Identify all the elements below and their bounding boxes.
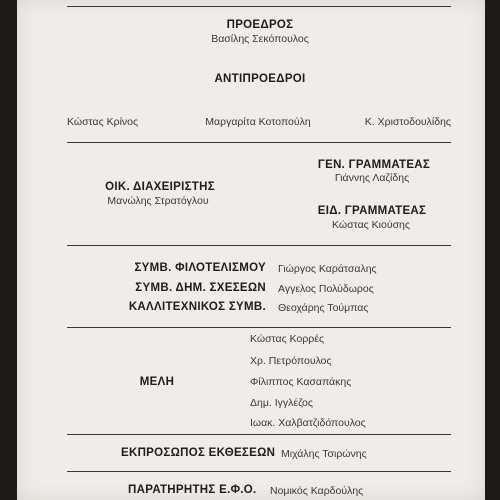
member-name-4: Δημ. Ιγγλέζος <box>250 397 313 409</box>
document-page <box>17 0 485 500</box>
observer-title: ΠΑΡΑΤΗΡΗΤΗΣ Ε.Φ.Ο. <box>128 484 257 496</box>
exhibitions-rep-name: Μιχάλης Τσιρώνης <box>281 448 367 460</box>
advisor-name-philately: Γιώργος Καράτσαλης <box>278 263 377 275</box>
advisor-title-philately: ΣΥΜΒ. ΦΙΛΟΤΕΛΙΣΜΟΥ <box>134 262 266 274</box>
advisor-title-public-relations: ΣΥΜΒ. ΔΗΜ. ΣΧΕΣΕΩΝ <box>135 282 266 294</box>
observer-name: Νομικός Καρδούλης <box>270 485 364 497</box>
advisor-title-art: ΚΑΛΛΙΤΕΧΝΙΚΟΣ ΣΥΜΒ. <box>128 301 266 313</box>
vice-president-name-3: Κ. Χριστοδουλίδης <box>364 116 451 128</box>
advisor-name-public-relations: Αγγελος Πολύδωρος <box>278 283 374 295</box>
treasurer-name: Μανώλης Στρατόγλου <box>107 195 209 207</box>
general-secretary-name: Γιάννης Λαζίδης <box>334 172 410 184</box>
exhibitions-rep-title: ΕΚΠΡΟΣΩΠΟΣ ΕΚΘΕΣΕΩΝ <box>121 447 276 459</box>
divider-1 <box>67 142 451 143</box>
president-title: ΠΡΟΕΔΡΟΣ <box>226 19 294 31</box>
divider-3 <box>67 327 451 328</box>
member-name-5: Ιωακ. Χαλβατζιδόπουλος <box>250 417 366 429</box>
general-secretary-title: ΓΕΝ. ΓΡΑΜΜΑΤΕΑΣ <box>317 159 431 171</box>
member-name-2: Χρ. Πετρόπουλος <box>250 355 332 367</box>
president-name: Βασίλης Σεκόπουλος <box>211 33 309 45</box>
special-secretary-title: ΕΙΔ. ΓΡΑΜΜΑΤΕΑΣ <box>317 205 427 217</box>
vice-presidents-title: ΑΝΤΙΠΡΟΕΔΡΟΙ <box>214 73 306 85</box>
advisor-name-art: Θεοχάρης Τούμπας <box>278 302 369 314</box>
member-name-3: Φίλιππος Κασαπάκης <box>250 376 352 388</box>
member-name-1: Κώστας Κορρές <box>250 333 325 345</box>
divider-4 <box>67 434 451 435</box>
vice-president-name-1: Κώστας Κρίνος <box>67 116 139 128</box>
treasurer-title: ΟΙΚ. ΔΙΑΧΕΙΡΙΣΤΗΣ <box>105 181 215 193</box>
members-title: ΜΕΛΗ <box>139 376 175 388</box>
special-secretary-name: Κώστας Κιούσης <box>332 219 410 231</box>
divider-5 <box>67 471 451 472</box>
vice-president-name-2: Μαργαρίτα Κοτοπούλη <box>205 116 311 128</box>
divider-2 <box>67 245 451 246</box>
divider-top <box>67 6 451 7</box>
